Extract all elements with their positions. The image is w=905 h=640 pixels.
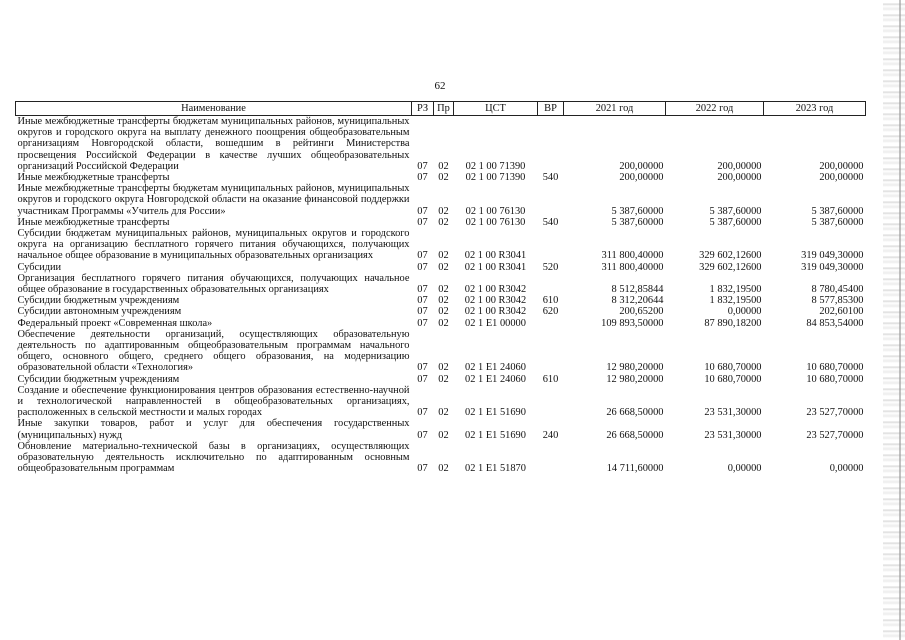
row-name: Обеспечение деятельности организаций, осуществляющих образовательную деятельность по адаптированным общеобразовательным программам начального общего, основного общего, среднего общего образования, на модернизацию образовательной области «Технология» (17, 328, 410, 374)
row-value-2021: 12 980,20000 (606, 362, 664, 374)
row-name: Иные межбюджетные трансферты бюджетам муниципальных районов, муниципальных округов и городского округа на выплату денежного поощрения общеобразовательным организациям Новгородской области, вошедшим в рейтинги Министерства просвещения Российской Федерации в качестве лучших общеобразовательных организаций Российской Федерации (17, 116, 410, 172)
row-rz: 07 (417, 373, 428, 385)
row-pr: 02 (438, 306, 449, 318)
row-pr: 02 (438, 261, 449, 273)
row-vr: 610 (542, 373, 559, 385)
row-pr: 02 (438, 172, 449, 184)
row-value-2021: 8 312,20644 (611, 295, 664, 307)
row-vr: 240 (542, 429, 559, 441)
row-value-2022: 10 680,70000 (704, 362, 762, 374)
header-pr: Пр (434, 102, 454, 116)
row-value-2023: 10 680,70000 (806, 362, 864, 374)
page-number: 62 (434, 80, 446, 92)
row-value-2022: 87 890,18200 (704, 317, 762, 329)
row-rz: 07 (417, 362, 428, 374)
row-rz: 07 (417, 172, 428, 184)
row-cst: 02 1 00 76130 (465, 205, 526, 217)
row-value-2023: 319 049,30000 (801, 261, 864, 273)
scan-line-artifact (899, 0, 901, 640)
row-vr (538, 318, 564, 329)
row-name: Федеральный проект «Современная школа» (17, 317, 213, 329)
row-value-2023: 10 680,70000 (806, 373, 864, 385)
row-value-2022: 0,00000 (727, 306, 762, 318)
row-rz: 07 (417, 261, 428, 273)
row-rz: 07 (417, 205, 428, 217)
row-vr (538, 273, 564, 295)
row-value-2021: 311 800,40000 (601, 261, 664, 273)
table-row (16, 273, 866, 295)
row-name: Субсидии бюджетным учреждениям (17, 373, 180, 385)
row-value-2022: 200,00000 (717, 172, 762, 184)
header-cst: ЦСТ (454, 102, 538, 116)
row-value-2023: 23 527,70000 (806, 429, 864, 441)
row-name: Организация бесплатного горячего питания обучающихся, получающих начальное общее образование в государственных образовательных организациях (17, 272, 410, 296)
row-name: Субсидии автономным учреждениям (17, 306, 182, 318)
header-rz: РЗ (412, 102, 434, 116)
row-value-2021: 200,00000 (619, 172, 664, 184)
row-vr: 540 (542, 216, 559, 228)
row-rz: 07 (417, 284, 428, 296)
row-value-2022: 5 387,60000 (709, 205, 762, 217)
row-value-2021: 26 668,50000 (606, 429, 664, 441)
table-row (16, 418, 866, 440)
row-rz: 07 (417, 216, 428, 228)
row-name: Обновление материально-технической базы в организациях, осуществляющих образовательную деятельность исключительно по адаптированным основным общеобразовательным программам (17, 440, 410, 475)
table-row (16, 306, 866, 317)
row-pr: 02 (438, 205, 449, 217)
row-pr: 02 (438, 250, 449, 262)
row-value-2022: 0,00000 (727, 463, 762, 475)
row-value-2022: 329 602,12600 (699, 250, 762, 262)
row-vr (538, 385, 564, 419)
row-rz: 07 (417, 317, 428, 329)
row-cst: 02 1 00 71390 (465, 160, 526, 172)
row-pr: 02 (438, 216, 449, 228)
row-value-2023: 5 387,60000 (811, 205, 864, 217)
row-value-2021: 200,65200 (619, 306, 664, 318)
table-row (16, 183, 866, 217)
row-pr: 02 (438, 284, 449, 296)
row-value-2021: 109 893,50000 (601, 317, 664, 329)
row-value-2021: 26 668,50000 (606, 407, 664, 419)
row-value-2023: 319 049,30000 (801, 250, 864, 262)
header-year-2023: 2023 год (764, 102, 866, 116)
row-value-2022: 23 531,30000 (704, 407, 762, 419)
row-value-2023: 202,60100 (819, 306, 864, 318)
row-value-2021: 12 980,20000 (606, 373, 664, 385)
row-cst: 02 1 00 R3041 (464, 250, 527, 262)
row-cst: 02 1 E1 00000 (465, 317, 526, 329)
budget-table (15, 101, 866, 475)
row-pr: 02 (438, 407, 449, 419)
table-row (16, 385, 866, 419)
row-vr: 610 (542, 295, 559, 307)
table-row (16, 329, 866, 374)
row-cst: 02 1 E1 24060 (465, 373, 526, 385)
row-value-2022: 10 680,70000 (704, 373, 762, 385)
row-cst: 02 1 E1 51870 (465, 463, 526, 475)
row-value-2023: 200,00000 (819, 172, 864, 184)
row-vr (538, 228, 564, 262)
scan-edge-artifact (883, 0, 905, 640)
row-vr: 520 (542, 261, 559, 273)
row-vr: 620 (542, 306, 559, 318)
table-header-row (16, 102, 866, 116)
row-name: Иные закупки товаров, работ и услуг для обеспечения государственных (муниципальных) нужд (17, 418, 410, 441)
row-cst: 02 1 00 R3042 (464, 306, 527, 318)
row-cst: 02 1 E1 24060 (465, 362, 526, 374)
row-value-2021: 200,00000 (619, 160, 664, 172)
table-row (16, 217, 866, 228)
row-value-2022: 329 602,12600 (699, 261, 762, 273)
row-value-2021: 8 512,85844 (611, 284, 664, 296)
row-cst: 02 1 00 71390 (465, 172, 526, 184)
header-year-2021: 2021 год (564, 102, 666, 116)
row-vr (538, 183, 564, 217)
row-name: Субсидии бюджетным учреждениям (17, 295, 180, 307)
row-rz: 07 (417, 463, 428, 475)
row-pr: 02 (438, 317, 449, 329)
row-pr: 02 (438, 429, 449, 441)
table-row (16, 374, 866, 385)
row-value-2023: 84 853,54000 (806, 317, 864, 329)
row-vr (538, 329, 564, 374)
header-vr: ВР (538, 102, 564, 116)
row-name: Создание и обеспечение функционирования центров образования естественно-научной и технологической направленностей в общеобразовательных организациях, расположенных в сельской местности и малых городах (17, 384, 410, 419)
row-rz: 07 (417, 429, 428, 441)
row-value-2021: 311 800,40000 (601, 250, 664, 262)
table-row (16, 116, 866, 173)
table-row (16, 172, 866, 183)
row-name: Субсидии (17, 261, 62, 273)
row-value-2021: 5 387,60000 (611, 216, 664, 228)
row-pr: 02 (438, 362, 449, 374)
row-value-2023: 8 577,85300 (811, 295, 864, 307)
row-value-2022: 5 387,60000 (709, 216, 762, 228)
row-value-2023: 200,00000 (819, 160, 864, 172)
table-row (16, 228, 866, 262)
row-cst: 02 1 00 R3042 (464, 284, 527, 296)
row-cst: 02 1 00 R3042 (464, 295, 527, 307)
header-name: Наименование (16, 102, 412, 116)
row-name: Иные межбюджетные трансферты (17, 216, 170, 228)
row-pr: 02 (438, 463, 449, 475)
row-rz: 07 (417, 160, 428, 172)
row-vr (538, 441, 564, 475)
table-row (16, 441, 866, 475)
row-value-2022: 200,00000 (717, 160, 762, 172)
table-row (16, 262, 866, 273)
row-value-2022: 1 832,19500 (709, 295, 762, 307)
table-row (16, 318, 866, 329)
row-pr: 02 (438, 373, 449, 385)
row-value-2023: 5 387,60000 (811, 216, 864, 228)
row-cst: 02 1 00 R3041 (464, 261, 527, 273)
row-cst: 02 1 00 76130 (465, 216, 526, 228)
row-value-2023: 8 780,45400 (811, 284, 864, 296)
row-value-2023: 0,00000 (829, 463, 864, 475)
row-vr: 540 (542, 172, 559, 184)
row-cst: 02 1 E1 51690 (465, 407, 526, 419)
row-name: Иные межбюджетные трансферты бюджетам муниципальных районов, муниципальных округов и городского округа Новгородской области на оказание финансовой поддержки участникам Программы «Учитель для России» (17, 183, 410, 217)
row-value-2022: 23 531,30000 (704, 429, 762, 441)
row-pr: 02 (438, 295, 449, 307)
row-rz: 07 (417, 295, 428, 307)
row-rz: 07 (417, 306, 428, 318)
header-year-2022: 2022 год (666, 102, 764, 116)
row-vr (538, 116, 564, 173)
row-rz: 07 (417, 250, 428, 262)
row-name: Иные межбюджетные трансферты (17, 172, 170, 184)
row-pr: 02 (438, 160, 449, 172)
row-value-2021: 5 387,60000 (611, 205, 664, 217)
row-name: Субсидии бюджетам муниципальных районов, муниципальных округов и городского округа на организацию бесплатного горячего питания обучающихся, получающих начальное общее образование в муниципальных образовательных организациях (17, 228, 410, 262)
row-rz: 07 (417, 407, 428, 419)
row-cst: 02 1 E1 51690 (465, 429, 526, 441)
row-value-2021: 14 711,60000 (606, 463, 664, 475)
row-value-2022: 1 832,19500 (709, 284, 762, 296)
row-value-2023: 23 527,70000 (806, 407, 864, 419)
table-row (16, 295, 866, 306)
